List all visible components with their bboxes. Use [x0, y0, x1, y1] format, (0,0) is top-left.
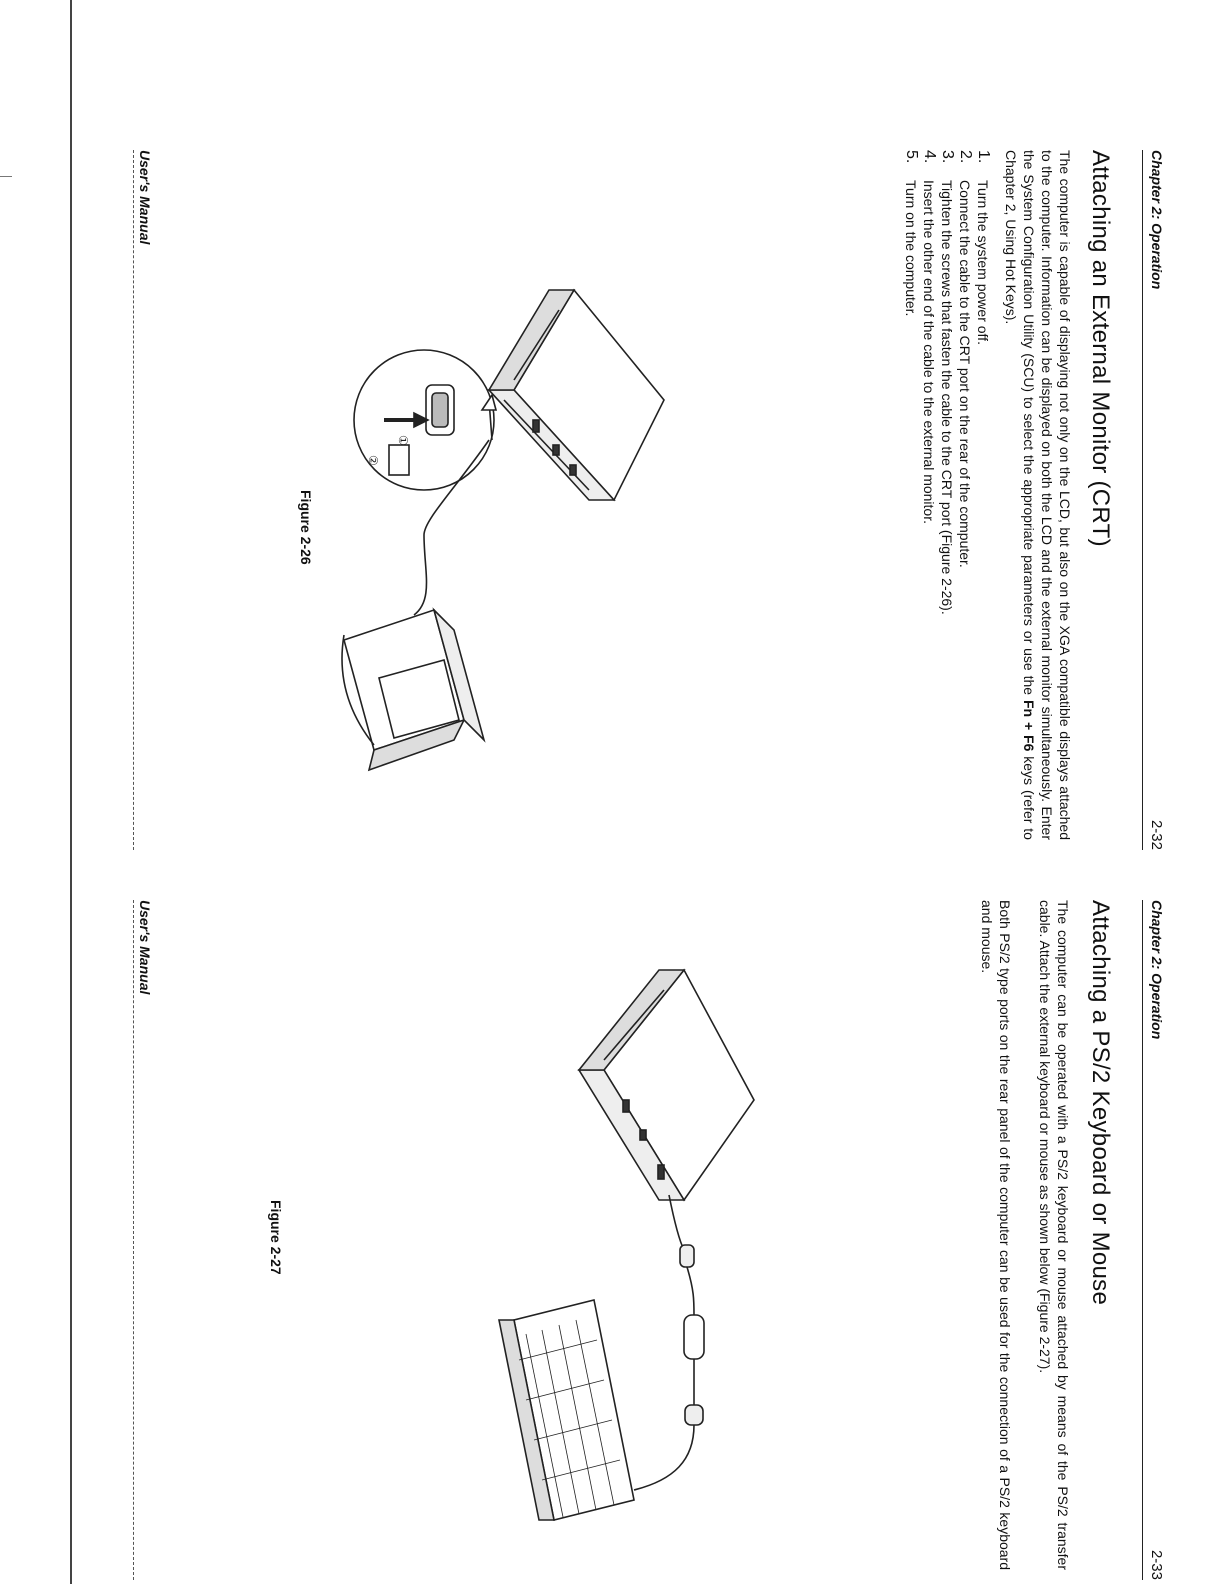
- crt-monitor-illustration-icon: [342, 610, 484, 770]
- figure-caption: Figure 2-26: [298, 490, 314, 565]
- step-text: Tighten the screws that fasten the cable to the CRT port (Figure 2-26).: [939, 180, 955, 615]
- step-number: 4.: [921, 150, 938, 164]
- laptop-illustration-icon: [579, 970, 754, 1200]
- hotkey-label: Fn + F6: [1021, 699, 1037, 752]
- figure-2-26-illustration: [334, 270, 754, 850]
- page-header: [1142, 150, 1169, 850]
- step-number: 1.: [975, 150, 992, 164]
- page-footer: [109, 900, 153, 1580]
- intro-text: The computer is capable of displaying not only on the LCD, but also on the XGA compatible displays attached to the computer. Information can be displayed on both the LCD and the external monitor simultaneously. Enter the System Configuration Utility (SCU) to select the appropriate parameters or use the: [1021, 150, 1073, 840]
- step-text: Turn on the computer.: [903, 180, 919, 317]
- page-footer: [109, 150, 153, 850]
- page-header: [1142, 900, 1169, 1580]
- list-item: [938, 150, 956, 840]
- figure-2-27-illustration: [404, 940, 844, 1540]
- chapter-title: Chapter 2: Operation: [1149, 150, 1165, 290]
- step-text: Turn the system power off.: [975, 180, 991, 345]
- page-2-32: [0, 150, 1224, 850]
- page-2-33: [0, 900, 1224, 1580]
- footer-label: User's Manual: [137, 900, 153, 995]
- section-title: Attaching an External Monitor (CRT): [1087, 150, 1114, 547]
- callout-1: ①: [396, 435, 410, 446]
- step-number: 5.: [903, 150, 920, 164]
- ps2-cable-icon: [634, 1195, 704, 1490]
- footer-label: User's Manual: [137, 150, 153, 245]
- section-title: Attaching a PS/2 Keyboard or Mouse: [1087, 900, 1114, 1306]
- list-item: [974, 150, 992, 840]
- steps-list: [902, 150, 992, 840]
- page-number: 2-33: [1148, 1549, 1165, 1580]
- figure-caption: Figure 2-27: [268, 1200, 284, 1275]
- ps2-ports-paragraph: Both PS/2 type ports on the rear panel of the computer can be used for the connection of a PS/2 keyboard and mouse.: [979, 900, 1013, 1570]
- step-text: Insert the other end of the cable to the external monitor.: [921, 180, 937, 524]
- intro-paragraph: [1002, 150, 1074, 840]
- step-number: 3.: [939, 150, 956, 164]
- list-item: [920, 150, 938, 840]
- callout-2: ②: [366, 455, 380, 466]
- step-number: 2.: [957, 150, 974, 164]
- step-text: Connect the cable to the CRT port on the rear of the computer.: [957, 180, 973, 568]
- list-item: [902, 150, 920, 840]
- connector-detail-icon: [354, 350, 496, 490]
- intro-paragraph: The computer can be operated with a PS/2 keyboard or mouse attached by means of the PS/2 transfer cable. Attach the external keyboard or mouse as shown below (Figure 2-27).: [1037, 900, 1071, 1570]
- chapter-title: Chapter 2: Operation: [1149, 900, 1165, 1040]
- page-number: 2-32: [1148, 819, 1165, 850]
- keyboard-illustration-icon: [499, 1300, 634, 1520]
- laptop-illustration-icon: [489, 290, 664, 500]
- intro-text-end: keys (refer to Chapter 2, Using Hot Keys).: [1003, 150, 1037, 840]
- list-item: [956, 150, 974, 840]
